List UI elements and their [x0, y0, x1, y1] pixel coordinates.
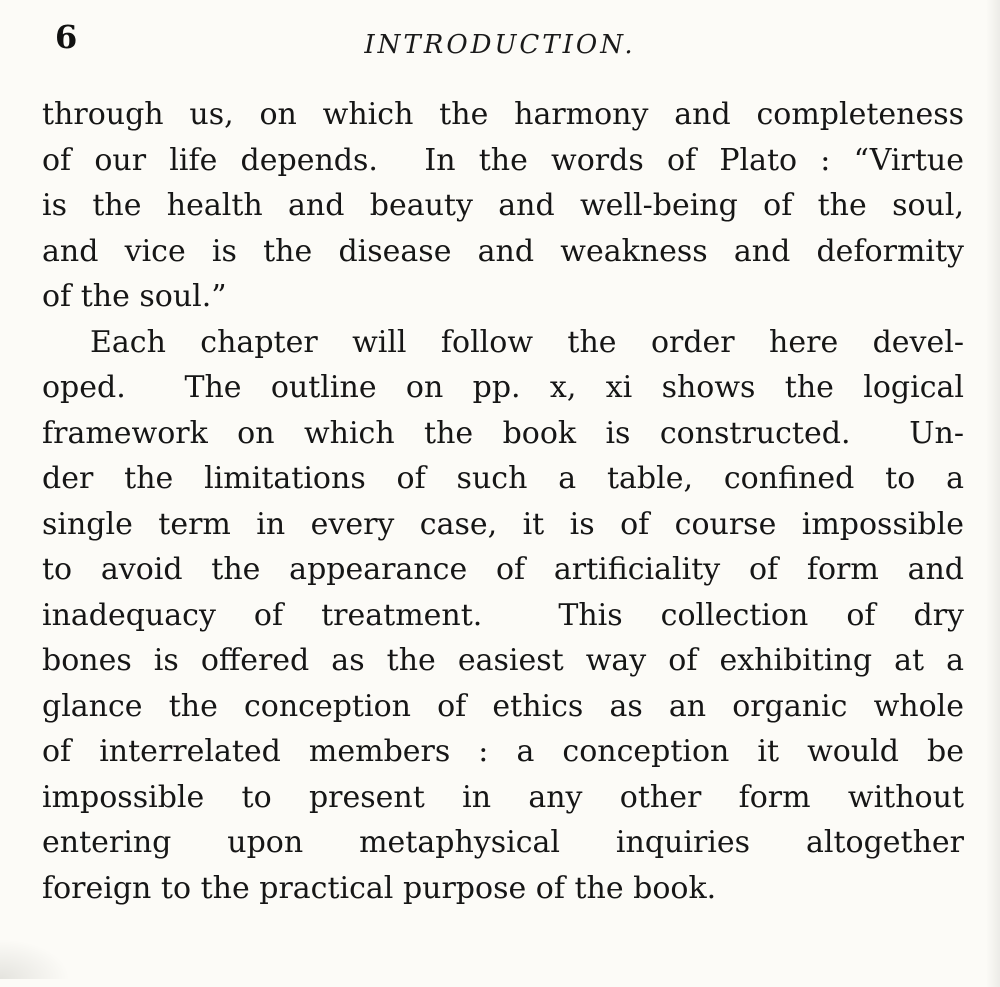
running-head: INTRODUCTION. — [364, 30, 636, 60]
scan-edge-shadow — [986, 0, 1000, 987]
text-line: through us, on which the harmony and completeness — [42, 97, 964, 132]
text-line: to avoid the appearance of artificiality of form and — [42, 552, 964, 587]
text-line: glance the conception of ethics as an organic whole — [42, 688, 964, 724]
paragraph — [42, 320, 964, 912]
text-line: inadequacy of treatment. This collection of dry — [42, 597, 964, 633]
text-line: of interrelated members : a conception it would be — [42, 734, 964, 769]
paragraph — [42, 92, 964, 320]
text-line: bones is offered as the easiest way of exhibiting at a — [42, 643, 964, 678]
text-line: oped. The outline on pp. x, xi shows the logical — [42, 370, 964, 405]
page-number: 6 — [55, 18, 78, 56]
text-line: of the soul.” — [42, 279, 227, 314]
text-line: of our life depends. In the words of Plato : “Virtue — [42, 142, 964, 178]
text-block — [42, 92, 964, 911]
text-line: der the limitations of such a table, confined to a — [42, 461, 964, 496]
text-line: foreign to the practical purpose of the book. — [42, 870, 717, 906]
scan-smudge — [0, 939, 70, 979]
text-line: is the health and beauty and well-being of the soul, — [42, 188, 964, 223]
text-line: single term in every case, it is of course impossible — [42, 506, 964, 542]
text-line: Each chapter will follow the order here devel- — [90, 324, 964, 360]
text-line: framework on which the book is constructed. Un- — [42, 415, 964, 451]
text-line: and vice is the disease and weakness and deformity — [42, 233, 964, 269]
text-line: impossible to present in any other form without — [42, 779, 964, 815]
text-line: entering upon metaphysical inquiries altogether — [42, 825, 964, 860]
